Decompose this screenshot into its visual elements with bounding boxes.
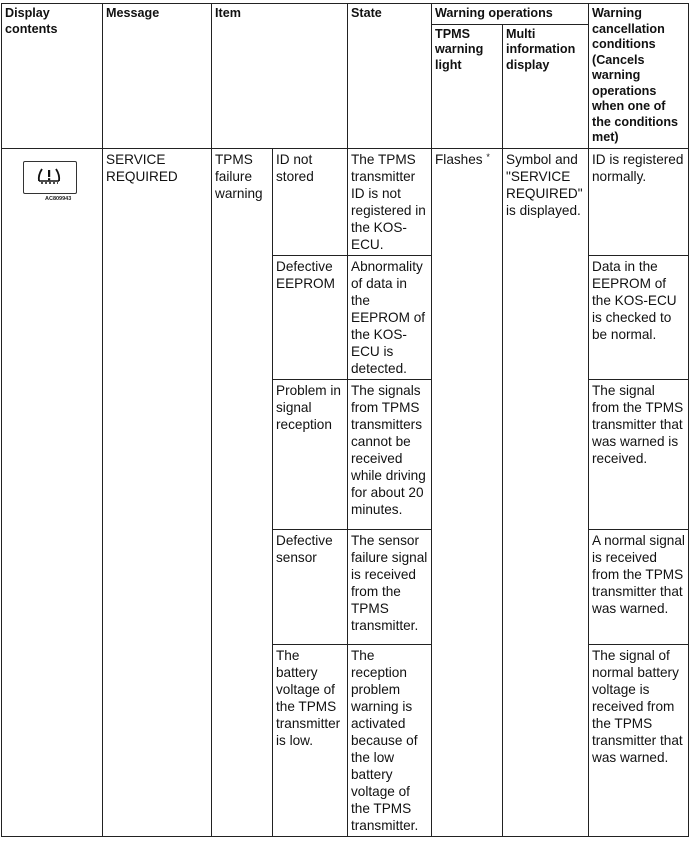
cancellation-cell: ID is registered normally. <box>589 148 689 255</box>
display-contents-cell <box>2 148 103 836</box>
tpms-warning-symbol <box>21 161 81 202</box>
tpms-warning-table <box>1 3 689 837</box>
item-cell: Defective EEPROM <box>273 255 348 379</box>
cancellation-cell: Data in the EEPROM of the KOS-ECU is checked to be normal. <box>589 255 689 379</box>
cancellation-cell: A normal signal is received from the TPMS transmitter that was warned. <box>589 529 689 644</box>
icon-reference-code: AC809943 <box>45 195 72 202</box>
footnote-marker: * <box>486 151 490 162</box>
state-cell: The reception problem warning is activated because of the low battery voltage of the TPMS transmitter. <box>348 644 432 836</box>
item-cell: ID not stored <box>273 148 348 255</box>
state-cell: The sensor failure signal is received from the TPMS transmitter. <box>348 529 432 644</box>
message-cell: SERVICE REQUIRED <box>103 148 212 836</box>
warning-light-text: Flashes <box>435 151 483 167</box>
header-cancellation-conditions: Warning cancellation conditions (Cancels warning operations when one of the conditions met) <box>589 4 689 149</box>
item-group-cell: TPMS failure warning <box>212 148 273 836</box>
header-multi-information-display: Multi information display <box>503 24 589 148</box>
header-tpms-warning-light: TPMS warning light <box>432 24 503 148</box>
item-cell: The battery voltage of the TPMS transmitter is low. <box>273 644 348 836</box>
multi-info-display-cell: Symbol and "SERVICE REQUIRED" is displayed. <box>503 148 589 836</box>
cancellation-cell: The signal of normal battery voltage is received from the TPMS transmitter that was warned. <box>589 644 689 836</box>
state-cell: Abnormality of data in the EEPROM of the KOS-ECU is detected. <box>348 255 432 379</box>
tpms-warning-light-cell <box>432 148 503 836</box>
cancellation-cell: The signal from the TPMS transmitter that was warned is received. <box>589 379 689 529</box>
header-warning-operations: Warning operations <box>432 4 589 25</box>
item-cell: Defective sensor <box>273 529 348 644</box>
table-row <box>2 148 689 255</box>
header-item: Item <box>212 4 348 149</box>
state-cell: The signals from TPMS transmitters cannot be received while driving for about 20 minutes. <box>348 379 432 529</box>
header-message: Message <box>103 4 212 149</box>
tpms-warning-icon <box>34 166 64 188</box>
item-cell: Problem in signal reception <box>273 379 348 529</box>
header-display-contents: Display contents <box>2 4 103 149</box>
state-cell: The TPMS transmitter ID is not registered in the KOS-ECU. <box>348 148 432 255</box>
header-state: State <box>348 4 432 149</box>
